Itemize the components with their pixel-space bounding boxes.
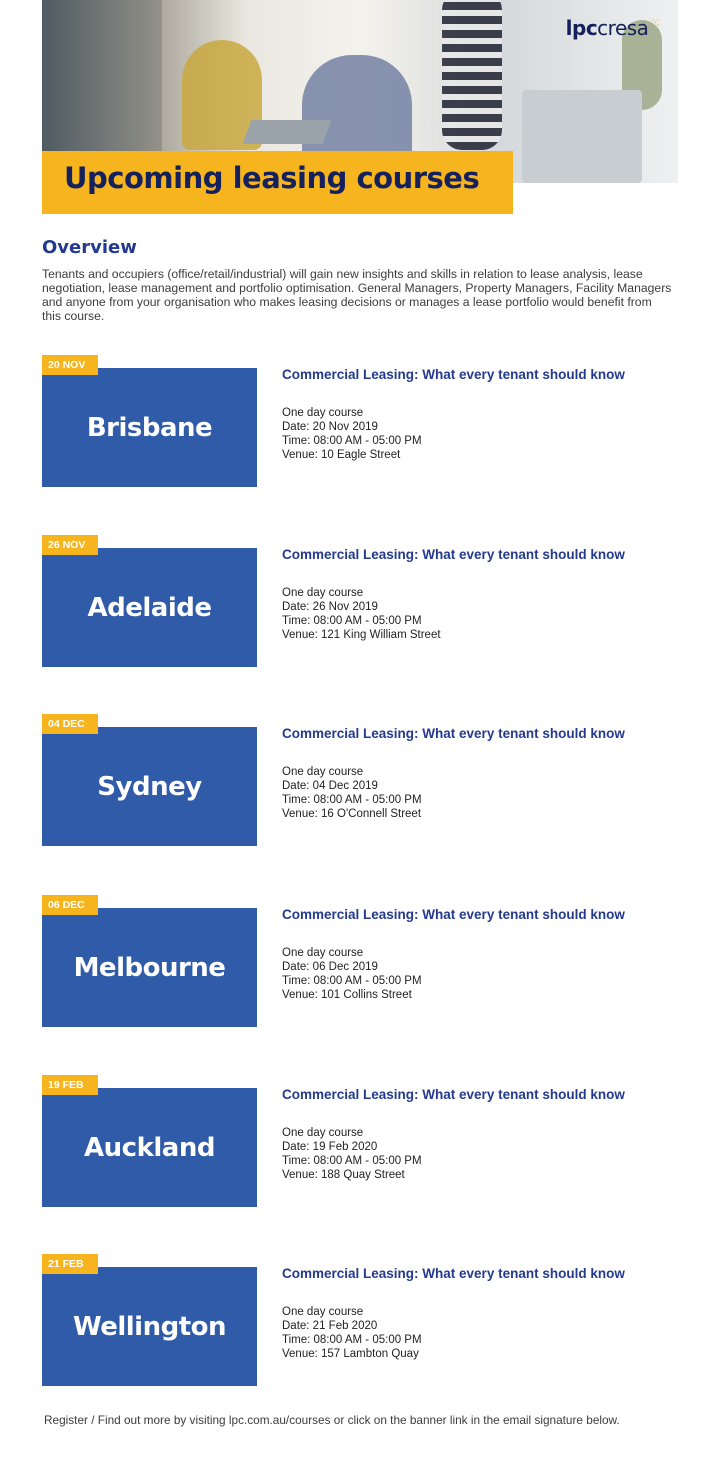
footer-note: Register / Find out more by visiting lpc.com.au/courses or click on the banner link in the email signature below. [44,1413,620,1427]
course-date: Date: 20 Nov 2019 [282,421,378,433]
photo-person [442,0,502,150]
city-tile [42,548,257,667]
logo-light-text: cresa [597,16,649,40]
course-venue: Venue: 157 Lambton Quay [282,1348,419,1360]
logo-dots-icon: ⁙ [650,16,660,30]
course-details [282,1126,422,1182]
course-title: Commercial Leasing: What every tenant should know [282,547,625,562]
date-tag: 20 NOV [42,355,98,375]
course-venue: Venue: 188 Quay Street [282,1169,405,1181]
course-venue: Venue: 16 O'Connell Street [282,808,422,820]
overview-heading: Overview [42,237,137,258]
course-details [282,946,422,1002]
course-date: Date: 26 Nov 2019 [282,601,378,613]
course-length: One day course [282,766,364,778]
course-details [282,1305,422,1361]
course-length: One day course [282,1127,364,1139]
date-tag: 19 FEB [42,1075,98,1095]
company-logo [566,16,660,40]
course-venue: Venue: 121 King William Street [282,629,441,641]
course-card-sydney [42,714,678,854]
course-details [282,765,422,821]
city-tile [42,368,257,487]
course-date: Date: 04 Dec 2019 [282,780,378,792]
course-length: One day course [282,407,364,419]
city-name: Brisbane [86,412,213,443]
date-tag: 04 DEC [42,714,98,734]
city-tile [42,1088,257,1207]
course-card-wellington [42,1254,678,1394]
course-date: Date: 21 Feb 2020 [282,1320,378,1332]
course-details [282,406,422,462]
course-card-auckland [42,1075,678,1215]
course-card-adelaide [42,535,678,675]
page-title: Upcoming leasing courses [64,161,480,195]
date-tag: 21 FEB [42,1254,98,1274]
course-time: Time: 08:00 AM - 05:00 PM [282,975,422,987]
course-time: Time: 08:00 AM - 05:00 PM [282,1334,422,1346]
city-name: Wellington [72,1311,227,1342]
title-banner [42,151,513,214]
course-title: Commercial Leasing: What every tenant should know [282,367,625,382]
course-length: One day course [282,587,364,599]
city-name: Adelaide [87,592,212,623]
course-length: One day course [282,947,364,959]
photo-laptop [243,120,332,144]
course-title: Commercial Leasing: What every tenant should know [282,1266,625,1281]
photo-cabinet [522,90,642,183]
city-tile [42,908,257,1027]
city-name: Auckland [84,1132,215,1163]
course-card-melbourne [42,895,678,1035]
logo-bold-text: lpc [565,16,598,40]
course-time: Time: 08:00 AM - 05:00 PM [282,435,422,447]
course-details [282,586,441,642]
photo-person [302,55,412,165]
city-tile [42,1267,257,1386]
course-venue: Venue: 10 Eagle Street [282,449,401,461]
city-name: Sydney [97,771,202,802]
city-tile [42,727,257,846]
course-title: Commercial Leasing: What every tenant should know [282,1087,625,1102]
course-title: Commercial Leasing: What every tenant should know [282,907,625,922]
city-name: Melbourne [73,952,226,983]
course-date: Date: 06 Dec 2019 [282,961,378,973]
course-venue: Venue: 101 Collins Street [282,989,412,1001]
course-time: Time: 08:00 AM - 05:00 PM [282,615,422,627]
course-card-brisbane [42,355,678,495]
course-time: Time: 08:00 AM - 05:00 PM [282,794,422,806]
course-title: Commercial Leasing: What every tenant should know [282,726,625,741]
overview-text: Tenants and occupiers (office/retail/industrial) will gain new insights and skills in relation to lease analysis, lease negotiation, lease management and portfolio optimisation. General Managers, Property Managers, Facility Managers and anyone from your organisation who makes leasing decisions or manages a lease portfolio would benefit from this course. [42,267,672,323]
date-tag: 26 NOV [42,535,98,555]
course-time: Time: 08:00 AM - 05:00 PM [282,1155,422,1167]
course-length: One day course [282,1306,364,1318]
date-tag: 06 DEC [42,895,98,915]
course-date: Date: 19 Feb 2020 [282,1141,378,1153]
